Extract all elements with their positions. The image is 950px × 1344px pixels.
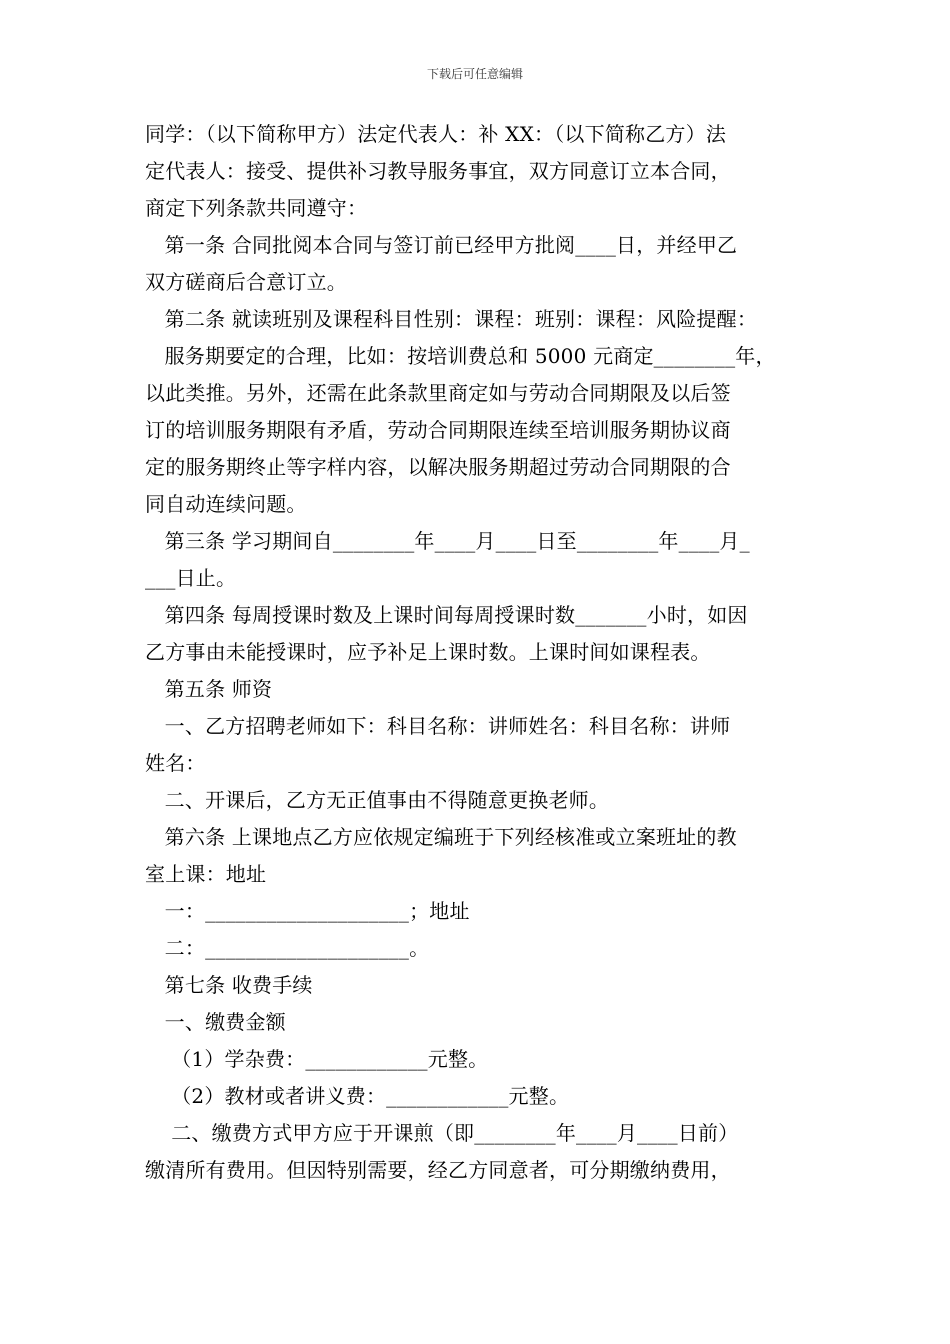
article-6: 第六条 上课地点乙方应依规定编班于下列经核准或立案班址的教 xyxy=(145,825,737,849)
text-line: 二：____________________。 xyxy=(145,936,430,960)
article-7: 第七条 收费手续 xyxy=(145,973,313,997)
text-line: 以此类推。另外，还需在此条款里商定如与劳动合同期限及以后签 xyxy=(145,381,731,405)
article-5: 第五条 师资 xyxy=(145,677,273,701)
text-line: 服务期要定的合理，比如：按培训费总和 5000 元商定________年， xyxy=(145,344,776,368)
text-line: 一、乙方招聘老师如下：科目名称：讲师姓名：科目名称：讲师 xyxy=(145,714,731,738)
article-4: 第四条 每周授课时数及上课时间每周授课时数_______小时，如因 xyxy=(145,603,748,627)
text-line: （2）教材或者讲义费：____________元整。 xyxy=(145,1084,570,1108)
text-line: 缴清所有费用。但因特别需要，经乙方同意者，可分期缴纳费用， xyxy=(145,1158,731,1182)
text-line: 双方磋商后合意订立。 xyxy=(145,270,347,294)
text-line: 订的培训服务期限有矛盾，劳动合同期限连续至培训服务期协议商 xyxy=(145,418,731,442)
text-line: 定的服务期终止等字样内容，以解决服务期超过劳动合同期限的合 xyxy=(145,455,731,479)
text-line: 姓名： xyxy=(145,751,206,775)
text-line: 定代表人：接受、提供补习教导服务事宜，双方同意订立本合同， xyxy=(145,159,731,183)
article-3: 第三条 学习期间自________年____月____日至________年____月_ xyxy=(145,529,750,553)
text-line: 室上课：地址 xyxy=(145,862,267,886)
text-line: ___日止。 xyxy=(145,566,237,590)
text-line: 二、缴费方式甲方应于开课煎（即________年____月____日前） xyxy=(145,1121,739,1145)
text-line: 同自动连续问题。 xyxy=(145,492,307,516)
text-line: （1）学杂费：____________元整。 xyxy=(145,1047,489,1071)
article-1: 第一条 合同批阅本合同与签订前已经甲方批阅____日，并经甲乙 xyxy=(145,233,738,257)
document-body xyxy=(145,116,815,1189)
text-line: 乙方事由未能授课时，应予补足上课时数。上课时间如课程表。 xyxy=(145,640,711,664)
text-line: 商定下列条款共同遵守： xyxy=(145,196,368,220)
article-2: 第二条 就读班别及课程科目性别：课程：班别：课程：风险提醒： xyxy=(145,307,758,331)
page-header: 下载后可任意编辑 xyxy=(426,67,523,81)
text-line: 同学：（以下简称甲方）法定代表人：补 XX：（以下简称乙方）法 xyxy=(145,122,727,146)
text-line: 一：____________________；地址 xyxy=(145,899,470,923)
text-line: 一、缴费金额 xyxy=(145,1010,286,1034)
text-line: 二、开课后，乙方无正值事由不得随意更换老师。 xyxy=(145,788,610,812)
